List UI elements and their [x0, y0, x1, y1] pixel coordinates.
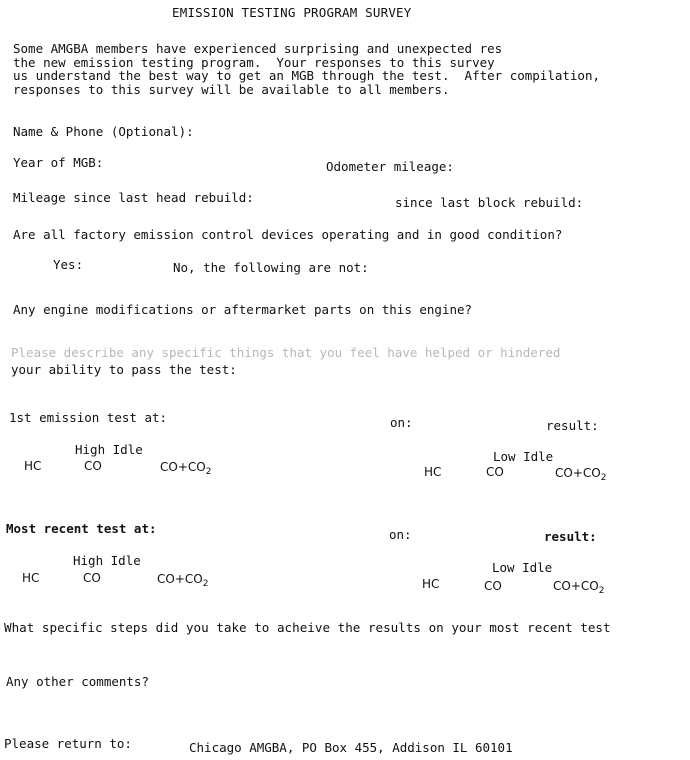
first-high-hc: HC — [24, 459, 42, 473]
steps-question: What specific steps did you take to acheive the results on your most recent test — [4, 620, 611, 635]
first-high-coco2: $CO+CO_2$ — [160, 460, 212, 477]
survey-title: EMISSION TESTING PROGRAM SURVEY — [172, 5, 412, 20]
first-low-co: CO — [486, 465, 504, 479]
recent-low-coco2: $CO+CO_2$ — [553, 579, 605, 596]
return-address: Chicago AMGBA, PO Box 455, Addison IL 60101 — [189, 740, 513, 755]
recent-low-hc: HC — [422, 577, 440, 591]
modifications-question: Any engine modifications or aftermarket parts on this engine? — [13, 302, 473, 317]
first-test-on-label: on: — [390, 415, 413, 430]
first-low-coco2: $CO+CO_2$ — [555, 466, 607, 483]
recent-test-result-label: result: — [544, 529, 597, 544]
recent-low-idle-label: Low Idle — [492, 560, 553, 575]
first-high-co: CO — [84, 459, 102, 473]
other-comments-label: Any other comments? — [6, 674, 149, 689]
intro-paragraph: Some AMGBA members have experienced surprising and unexpected res the new emission testing program. Your responses to this survey us understand the best way to get an MGB through the test. After compilation, responses to this survey will be available to all members. — [13, 41, 600, 97]
block-rebuild-label: since last block rebuild: — [395, 195, 584, 210]
recent-high-co: CO — [83, 571, 101, 585]
head-rebuild-label: Mileage since last head rebuild: — [13, 190, 254, 205]
no-following-label: No, the following are not: — [173, 260, 369, 275]
name-phone-label: Name & Phone (Optional): — [13, 124, 194, 139]
recent-low-co: CO — [484, 579, 502, 593]
yes-label: Yes: — [53, 257, 84, 272]
year-label: Year of MGB: — [13, 155, 104, 170]
odometer-label: Odometer mileage: — [326, 159, 454, 174]
recent-high-idle-label: High Idle — [73, 553, 141, 568]
first-low-idle-label: Low Idle — [493, 449, 554, 464]
recent-test-label: Most recent test at: — [6, 521, 157, 536]
recent-high-coco2: $CO+CO_2$ — [157, 572, 209, 589]
first-test-result-label: result: — [546, 418, 599, 433]
describe-line-2: your ability to pass the test: — [11, 362, 237, 377]
first-low-hc: HC — [424, 465, 442, 479]
return-label: Please return to: — [4, 736, 132, 751]
factory-devices-question: Are all factory emission control devices operating and in good condition? — [13, 227, 563, 242]
first-high-idle-label: High Idle — [75, 442, 143, 457]
first-test-label: 1st emission test at: — [9, 410, 168, 425]
recent-test-on-label: on: — [389, 527, 412, 542]
recent-high-hc: HC — [22, 571, 40, 585]
describe-line-1: Please describe any specific things that you feel have helped or hindered — [11, 345, 561, 360]
